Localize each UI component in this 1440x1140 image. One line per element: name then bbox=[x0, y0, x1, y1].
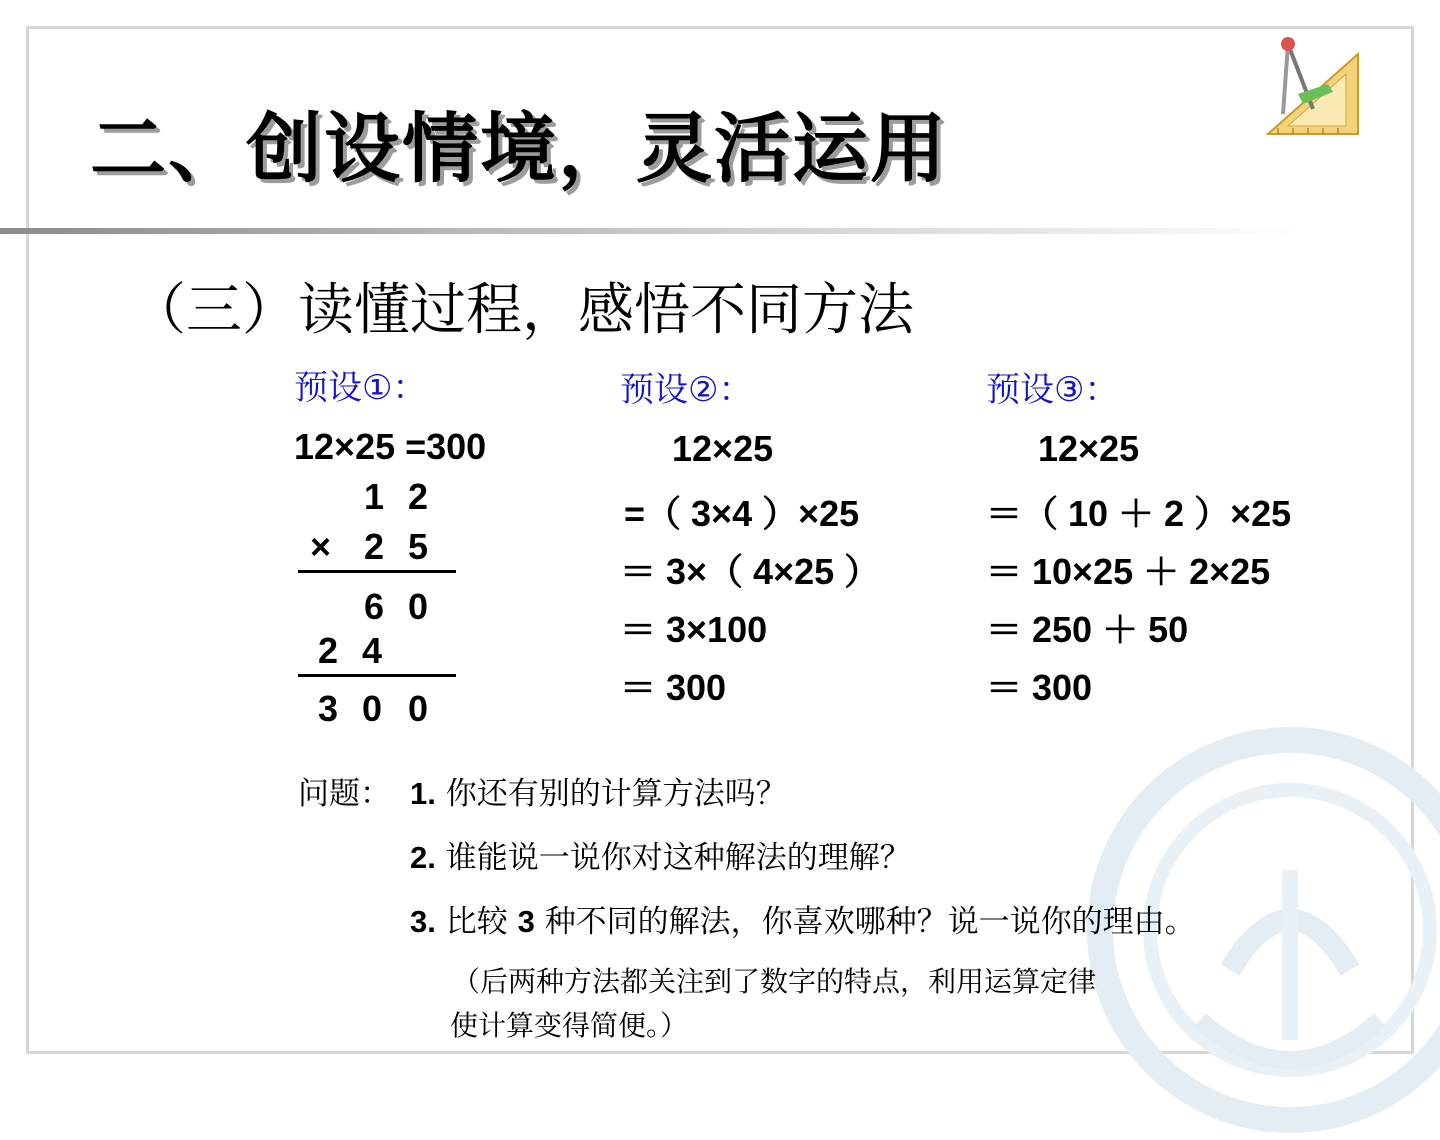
row1-digit: 2 bbox=[408, 476, 429, 517]
partial1-digit: 6 bbox=[364, 586, 385, 627]
question-text: 谁能说一说你对这种解法的理解？ bbox=[445, 840, 911, 876]
question-text: 种不同的解法，你喜欢哪种？说一说你的理由。 bbox=[544, 904, 1196, 940]
slide-title: 二、创设情境，灵活运用 bbox=[90, 104, 948, 193]
note-line-2: 使计算变得简便。） bbox=[450, 1009, 689, 1042]
plan2-line: 12×25 bbox=[672, 428, 774, 469]
result-digit: 0 bbox=[408, 688, 429, 729]
plan3-line: ＝ 10×25 ＋ 2×25 bbox=[986, 551, 1271, 592]
question-number: 1. bbox=[410, 776, 436, 811]
section-subtitle: （三）读懂过程，感悟不同方法 bbox=[130, 278, 914, 343]
plan2-line: ＝ 3×（ 4×25 ） bbox=[620, 551, 881, 592]
question-number: 2. bbox=[410, 840, 436, 875]
plan3-line: ＝ 300 bbox=[986, 667, 1093, 708]
row2-digit: 5 bbox=[408, 526, 429, 567]
question-item-2 bbox=[410, 832, 911, 877]
partial2-digit: 2 bbox=[318, 630, 339, 671]
row1-digit: 1 bbox=[364, 476, 385, 517]
plan2-line: =（ 3×4 ）×25 bbox=[624, 493, 860, 534]
partial1-digit: 0 bbox=[408, 586, 429, 627]
plan3-line: ＝ 250 ＋ 50 bbox=[986, 609, 1189, 650]
plan2-line: ＝ 3×100 bbox=[620, 609, 768, 650]
result-digit: 3 bbox=[318, 688, 339, 729]
plan1-label: 预设①： bbox=[294, 368, 427, 408]
plan2-label: 预设②： bbox=[620, 370, 753, 410]
question-number: 3. bbox=[410, 904, 436, 939]
plan3-line: 12×25 bbox=[1038, 428, 1140, 469]
vertical-rule bbox=[298, 570, 456, 573]
plan1-equation: 12×25 =300 bbox=[294, 426, 487, 467]
questions-prefix: 问题： bbox=[298, 776, 391, 812]
title-divider bbox=[0, 228, 1300, 234]
question-text: 你还有别的计算方法吗？ bbox=[445, 776, 787, 812]
question-item-1 bbox=[410, 768, 787, 813]
multiply-sign: × bbox=[310, 526, 332, 567]
question-text: 比较 bbox=[445, 904, 508, 940]
question-count: 3 bbox=[517, 904, 535, 939]
plan3-line: ＝（ 10 ＋ 2 ）×25 bbox=[986, 493, 1292, 534]
row2-digit: 2 bbox=[364, 526, 385, 567]
result-digit: 0 bbox=[362, 688, 383, 729]
compass-ruler-logo-icon bbox=[1258, 34, 1368, 144]
note-line-1: （后两种方法都关注到了数字的特点，利用运算定律 bbox=[452, 965, 1097, 998]
vertical-rule bbox=[298, 674, 456, 677]
question-item-3 bbox=[410, 896, 1196, 941]
plan2-line: ＝ 300 bbox=[620, 667, 727, 708]
partial2-digit: 4 bbox=[362, 630, 383, 671]
plan3-label: 预设③： bbox=[986, 370, 1119, 410]
